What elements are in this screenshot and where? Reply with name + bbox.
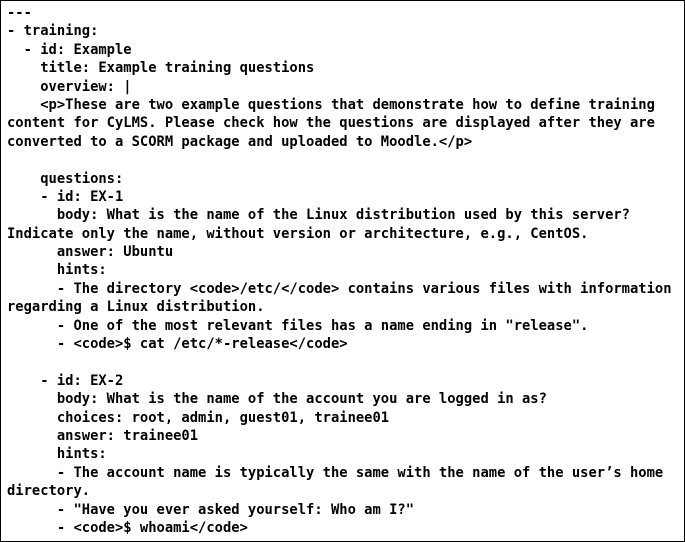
code-line-12: body: What is the name of the Linux distribution used by this server? (7, 207, 630, 224)
code-line-27: directory. (7, 483, 91, 500)
code-line-1: --- (7, 5, 32, 21)
code-line-22: body: What is the name of the account you are logged in as? (7, 391, 547, 408)
code-line-6: <p>These are two example questions that demonstrate how to define training (7, 96, 655, 113)
code-line-25: hints: (7, 446, 107, 463)
code-line-18: - One of the most relevant files has a name ending in "release". (7, 317, 589, 334)
code-line-23: choices: root, admin, guest01, trainee01 (7, 409, 390, 426)
code-line-16: - The directory <code>/etc/</code> contains various files with information (7, 280, 672, 297)
code-line-14: answer: Ubuntu (7, 244, 174, 261)
code-line-17: regarding a Linux distribution. (7, 299, 265, 316)
code-lines (7, 4, 672, 537)
code-line-7: content for CyLMS. Please check how the questions are displayed after they are (7, 115, 655, 132)
code-line-10: questions: (7, 170, 124, 187)
code-line-21: - id: EX-2 (7, 372, 124, 389)
code-line-3: - id: Example (7, 41, 132, 58)
code-line-13: Indicate only the name, without version or architecture, e.g., CentOS. (7, 225, 589, 242)
code-line-4: title: Example training questions (7, 60, 315, 77)
code-line-11: - id: EX-1 (7, 188, 124, 205)
code-line-24: answer: trainee01 (7, 427, 199, 444)
code-line-8: converted to a SCORM package and uploaded to Moodle.</p> (7, 133, 473, 150)
code-line-9 (7, 151, 672, 169)
code-line-5: overview: | (7, 78, 132, 95)
code-line-19: - <code>$ cat /etc/*-release</code> (7, 336, 348, 353)
code-line-15: hints: (7, 262, 107, 279)
code-line-2: - training: (7, 23, 99, 40)
code-line-28: - "Have you ever asked yourself: Who am I?" (7, 501, 415, 518)
code-line-20 (7, 353, 672, 371)
code-line-29: - <code>$ whoami</code> (7, 519, 248, 536)
code-line-26: - The account name is typically the same with the name of the user’s home (7, 464, 664, 481)
